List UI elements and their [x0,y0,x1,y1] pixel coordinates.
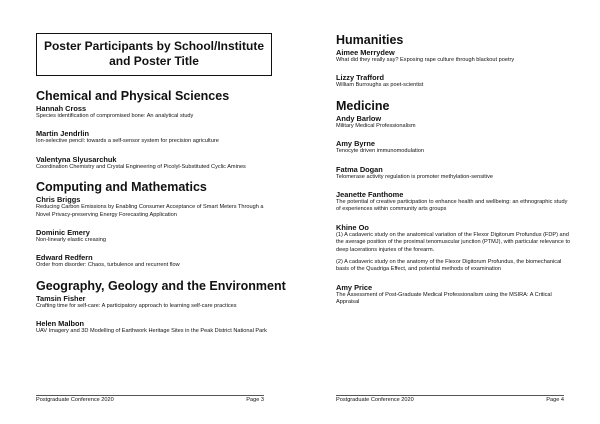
participant-entry [336,223,572,274]
poster-title: William Burroughs as poet-scientist [336,82,424,89]
participant-name: Lizzy Trafford [336,73,385,83]
participant-name: Chris Briggs [36,195,81,205]
participant-name: Tamsin Fisher [36,293,86,303]
poster-title: Ion-selective pencil: towards a self-sensor system for precision agriculture [36,138,219,145]
participant-name: Hannah Cross [36,104,87,113]
poster-title: Coordination Chemistry and Crystal Engineering of Picolyl-Substituted Cyclic Amines [36,163,246,170]
title-line-1: Poster Participants by School/Institute [43,39,265,53]
participant-entry [36,253,272,269]
participant-entry [36,104,272,120]
poster-participants-title [36,33,272,76]
participant-entry [36,319,272,335]
participant-entry [36,294,272,310]
participant-name: Valentyna Slyusarchuk [36,154,117,164]
poster-title: The Assessment of Post-Graduate Medical Professionalism using the MSIRA: A Critical Appraisal [336,291,552,306]
footer-conference-name: Postgraduate Conference 2020 [36,397,114,403]
poster-title: UAV Imagery and 3D Modelling of Earthwork Heritage Sites in the Peak District National Park [36,328,267,335]
footer-page-number: Page 3 [246,397,264,403]
participant-entry [336,73,572,89]
footer-conference-name: Postgraduate Conference 2020 [336,397,414,403]
participant-entry [336,283,572,307]
participant-entry [336,190,572,214]
poster-title: Telomerase activity regulation is promoter methylation-sensitive [336,173,494,180]
poster-title: Species identification of compromised bone: An analytical study [36,113,194,119]
participant-name: Martin Jendrlin [36,129,89,139]
poster-title: Crafting time for self-care: A participatory approach to learning self-care practices [36,302,237,309]
footer-page-number: Page 4 [546,397,564,403]
section-heading: Medicine [336,98,390,113]
section-chemical-physical-sciences [36,89,272,171]
page-3-content [36,33,286,345]
participant-name: Jeanette Fanthome [336,190,404,200]
poster-title: Tenocyte driven immunomodulation [336,148,424,155]
participant-entry [36,155,272,171]
poster-title: What did they really say? Exposing rape culture through blackout poetry [336,57,515,63]
section-medicine [336,99,572,307]
participant-name: Edward Redfern [36,253,93,263]
participant-name: Khine Oo [336,222,369,232]
participant-name: Dominic Emery [36,228,90,238]
participant-name: Amy Price [336,282,373,292]
section-humanities [336,33,572,90]
poster-title: (1) A cadaveric study on the anatomical variation of the Flexor Digitorum Profundus (FDP) and the average position of the proximal tenomuscular junction (PTMJ), with particular relevance to deep lacerations injuries of the forearm. [336,231,571,253]
section-heading: Chemical and Physical Sciences [36,89,230,103]
participant-name: Helen Malbon [36,319,85,329]
poster-title: The potential of creative participation to enhance health and wellbeing: an ethnographic study of experiences within community arts groups [336,199,568,213]
poster-title: (2) A cadaveric study on the anatomy of the Flexor Digitorum Profundus, the biomechanical basis of the Quadriga Effect, and potential methods of examination [336,259,562,273]
title-line-2: and Poster Title [109,54,199,68]
section-heading: Geography, Geology and the Environment [36,278,286,293]
poster-title: Order from disorder: Chaos, turbulence and recurrent flow [36,262,180,269]
participant-entry [336,48,572,64]
participant-entry [36,129,272,145]
poster-title: Non-linearly elastic creasing [36,237,106,244]
poster-title: Military Medical Professionalism [336,122,416,129]
page-4-content [336,33,572,316]
section-computing-mathematics [36,180,272,270]
participant-entry [36,195,272,219]
participant-name: Aimee Merrydew [336,48,395,57]
participant-name: Andy Barlow [336,113,382,123]
section-geography-geology-environment [36,278,286,336]
page-3-footer [36,395,264,404]
page-4 [300,0,600,424]
section-heading: Humanities [336,33,404,47]
participant-name: Fatma Dogan [336,164,383,174]
page-4-footer [336,395,564,404]
participant-entry [336,165,572,181]
participant-entry [336,114,572,130]
section-heading: Computing and Mathematics [36,180,207,195]
participant-entry [336,139,572,155]
participant-name: Amy Byrne [336,139,376,149]
participant-entry [36,228,272,244]
poster-title: Reducing Carbon Emissions by Enabling Consumer Acceptance of Smart Meters Through a Novel Privacy-preserving Energy Forecasting Application [36,204,264,218]
